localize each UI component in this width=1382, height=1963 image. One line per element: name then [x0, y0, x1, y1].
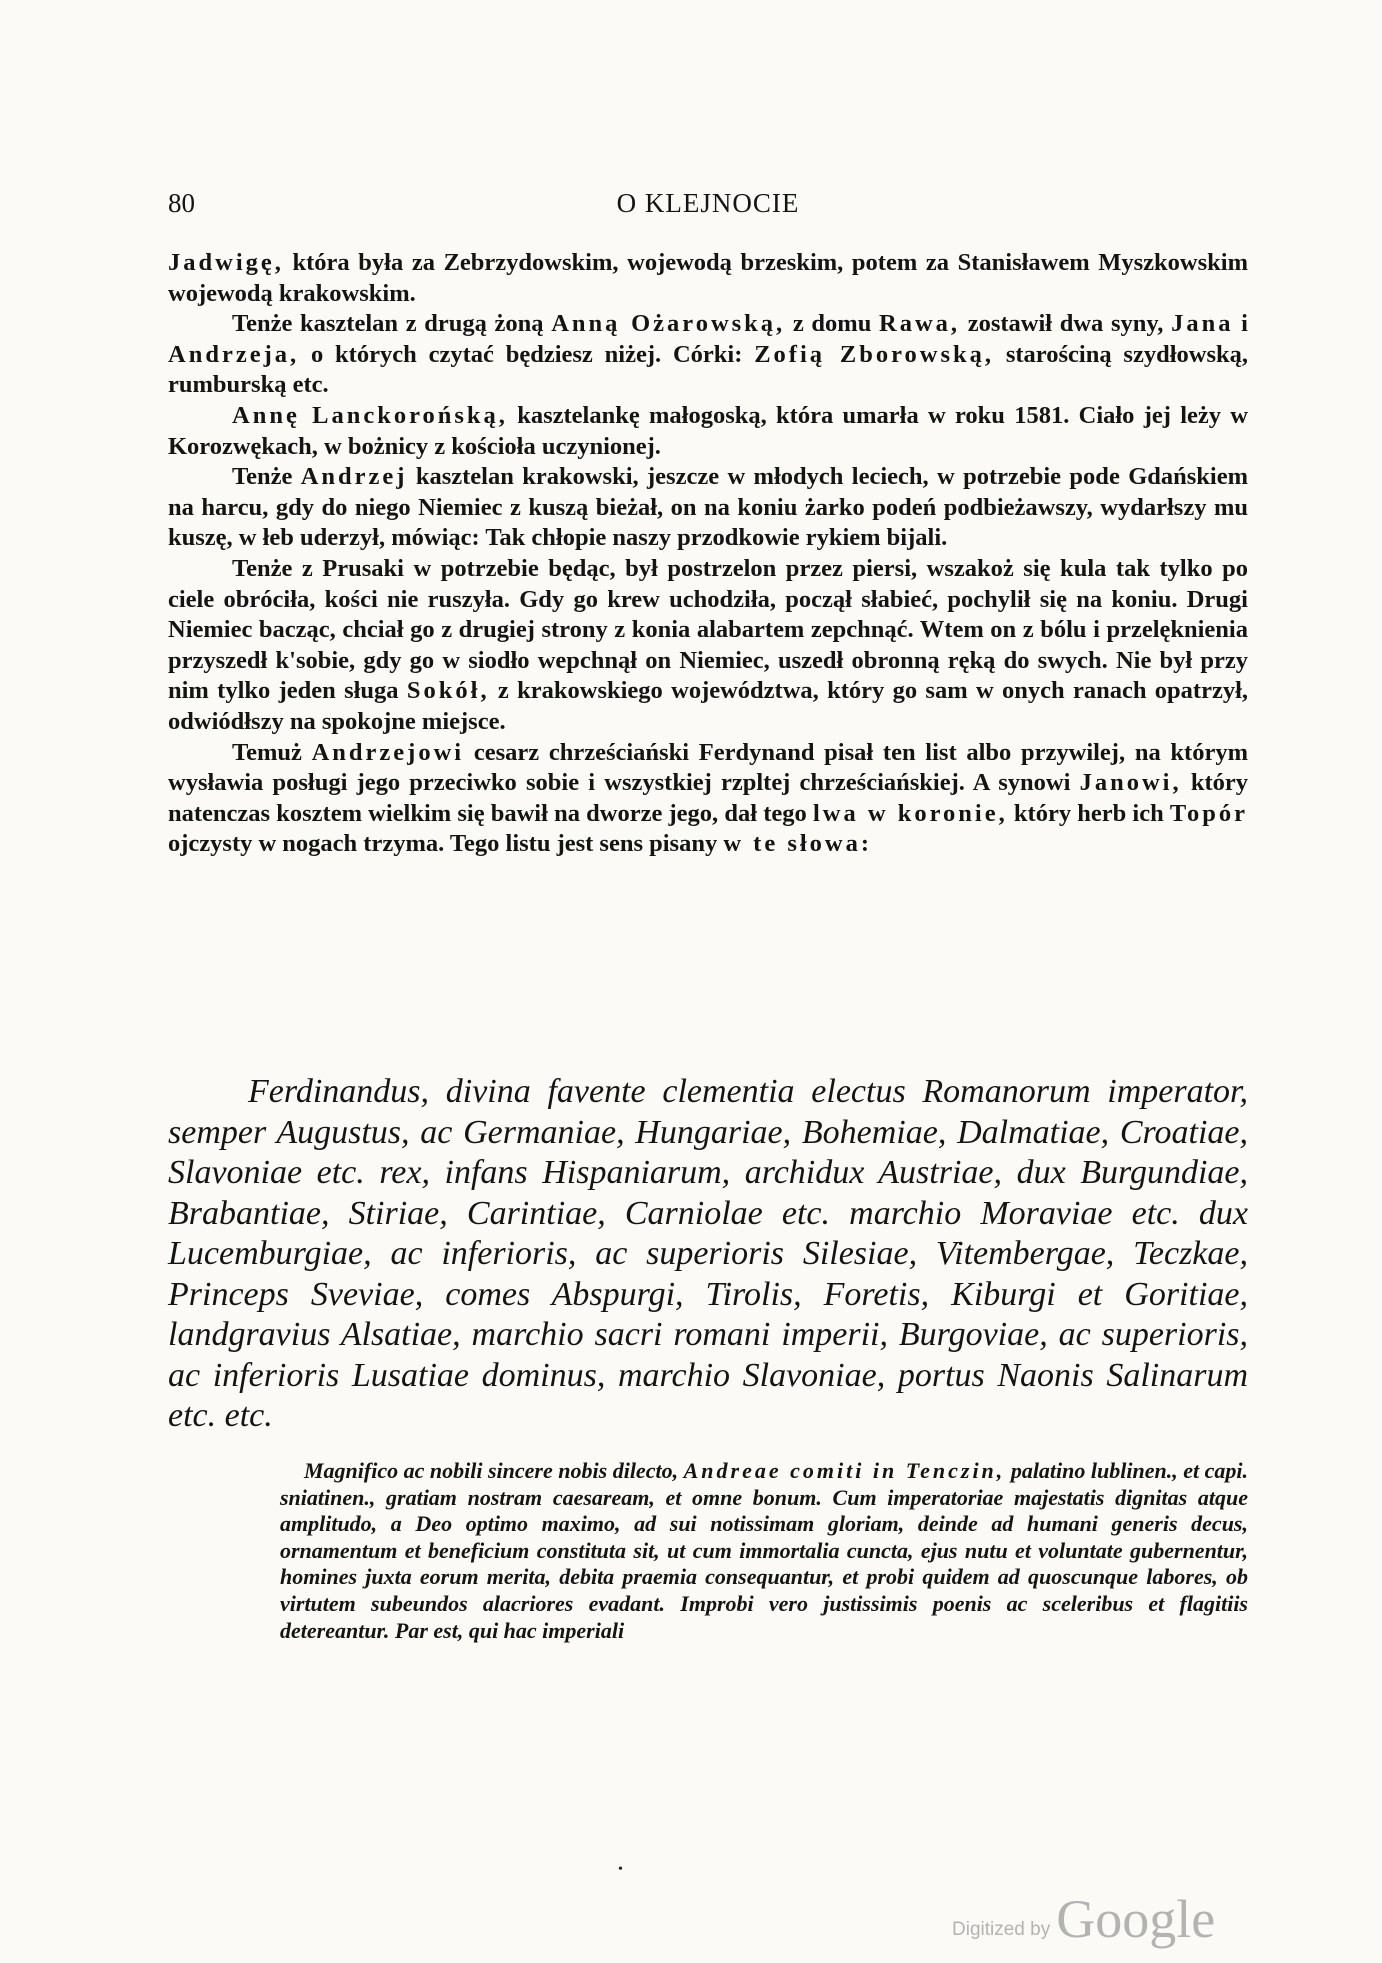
text-run: kasztelankę małogoską, która umarła w roku 1581. Ciało jej leży w Korozwękach, w bożnicy z kościoła uczynionej.	[168, 401, 1248, 460]
text-run: Tenże kasztelan z drugą żoną	[232, 310, 552, 338]
text-run: i	[1233, 310, 1248, 338]
paragraph-2	[168, 309, 1248, 401]
person-name: Andrzejowi	[311, 738, 465, 766]
person-name: Andrzeja,	[168, 340, 300, 368]
person-name: Andreae comiti in Tenczin,	[683, 1458, 1006, 1483]
text-run: w te słowa:	[723, 830, 873, 858]
text-run: starościną szydłowską, rumburską etc.	[168, 340, 1249, 399]
text-run: cesarz chrześciański Ferdynand pisał ten list albo przywilej, na którym wysławia posługi jego przeciwko sobie i wszystkiej rzpltej chrześciańskiej. A synowi	[168, 738, 1248, 797]
latin-title-block: Ferdinandus, divina favente clementia electus Romanorum imperator, semper Augustus, ac Germaniae, Hungariae, Bohemiae, Dalmatiae, Croatiae, Slavoniae etc. rex, infans Hispaniarum, archidux Austriae, dux Burgundiae, Brabantiae, Stiriae, Carintiae, Carniolae etc. marchio Moraviae etc. dux Lucemburgiae, ac inferioris, ac superioris Silesiae, Vitembergae, Teczkae, Princeps Sveviae, comes Abspurgi, Tirolis, Foretis, Kiburgi et Goritiae, landgravius Alsatiae, marchio sacri romani imperii, Burgoviae, ac superioris, ac inferioris Lusatiae dominus, marchio Slavoniae, portus Naonis Salinarum etc. etc.	[168, 1073, 1248, 1434]
watermark-prefix: Digitized by	[952, 1919, 1051, 1940]
text-run: o których czytać będziesz niżej. Córki:	[299, 340, 755, 368]
paragraph-4	[168, 462, 1248, 554]
footer-mark: •	[618, 1862, 623, 1877]
person-name: Sokół,	[406, 677, 490, 705]
person-name: Janowi,	[1079, 769, 1182, 797]
body-text	[168, 248, 1248, 860]
digitized-watermark	[952, 1888, 1215, 1950]
text-run: z krakowskiego województwa, który go sam w onych ranach opatrzył, odwiódłszy na spokojne miejsce.	[168, 677, 1248, 735]
text-run: która była za Zebrzydowskim, wojewodą brzeskim, potem za Stanisławem Myszkowskim wojewodą krakowskim.	[168, 249, 1248, 307]
running-title: O KLEJNOCIE	[616, 188, 800, 218]
page-header	[168, 188, 1248, 236]
text-run: zostawił dwa syny,	[960, 310, 1172, 338]
paragraph-3	[168, 401, 1248, 462]
person-name: Andrzej	[300, 463, 408, 491]
text-run: z domu	[785, 310, 879, 338]
person-name: Zofią Zborowską,	[754, 340, 995, 368]
text-run: Temuż	[232, 738, 312, 766]
text-run: kasztelan krakowski, jeszcze w młodych leciech, w potrzebie pode Gdańskiem na harcu, gdy do niego Niemiec z kuszą bieżał, on na koniu żarko podeń podbieżawszy, wydarłszy mu kuszę, w łeb uderzył, mówiąc: Tak chłopie naszy przodkowie rykiem bijali.	[168, 463, 1249, 552]
person-name: Jadwigę,	[168, 249, 284, 276]
person-name: Jana	[1171, 310, 1234, 338]
paragraph-5	[168, 554, 1248, 738]
page-number: 80	[168, 188, 195, 218]
paragraph-6	[168, 738, 1248, 860]
paragraph-1	[168, 248, 1248, 309]
person-name: Anną Ożarowską,	[551, 310, 786, 338]
emphasized-phrase: lwa w koronie,	[812, 799, 1008, 827]
latin-salutation	[280, 1458, 1248, 1644]
text-run: palatino lublinen., et capi. sniatinen., gratiam nostram caesaream, et omne bonum. Cum imperatoriae majestatis dignitas atque amplitudo, a Deo optimo maximo, ad sui notissimam gloriam, deinde ad humani generis decus, ornamentum et beneficium constituta sit, ut cum immortalia cuncta, ejus nutu et voluntate gubernentur, homines juxta eorum merita, debita praemia consequantur, et probi quidem ad quoscunque labores, ob virtutem subeundos alacriores evadant. Improbi vero justissimis poenis ac sceleribus et flagitiis detereantur. Par est, qui hac imperiali	[280, 1458, 1248, 1643]
person-name: Annę Lanckorońską,	[232, 401, 508, 429]
text-run: Tenże	[232, 463, 301, 491]
person-name: Topór	[1169, 799, 1249, 827]
watermark-logo: Google	[1056, 1889, 1216, 1949]
text-run: Magnifico ac nobili sincere nobis dilecto,	[304, 1458, 684, 1483]
text-run: ojczysty w nogach trzyma. Tego listu jest sens pisany	[168, 830, 724, 858]
text-run: który herb ich	[1007, 799, 1170, 827]
person-name: Rawa,	[879, 310, 961, 338]
text-run: Tenże z Prusaki w potrzebie będąc, był postrzelon przez piersi, wszakoż się kula tak tylko po ciele obróciła, kości nie ruszyła. Gdy go krew uchodziła, począł słabieć, pochylił się na koniu. Drugi Niemiec bacząc, chciał go z drugiej strony z konia alabartem zepchnąć. Wtem on z bólu i przelęknienia przyszedł k'sobie, gdy go w siodło wepchnął on Niemiec, uszedł obronną ręką do swych. Nie był przy nim tylko jeden sługa	[168, 554, 1248, 705]
text-run: który natenczas kosztem wielkim się bawił na dworze jego, dał tego	[168, 769, 1248, 827]
